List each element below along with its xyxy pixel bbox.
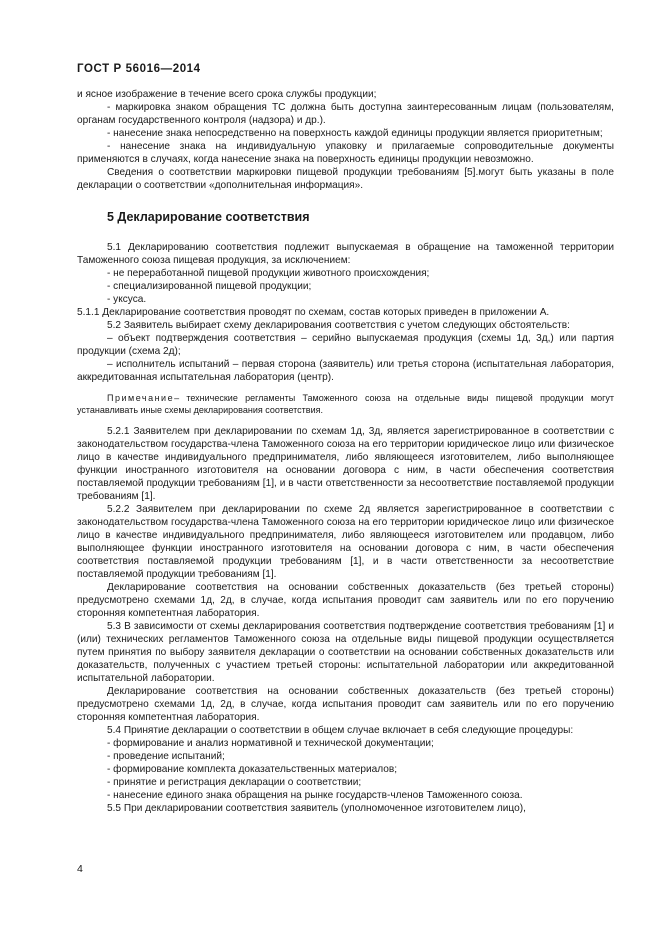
paragraph: 5.2 Заявитель выбирает схему декларирования соответствия с учетом следующих обстоятельств: [107, 320, 570, 331]
list-item: - проведение испытаний; [107, 751, 225, 762]
paragraph: и ясное изображение в течение всего срока службы продукции; [77, 89, 377, 100]
paragraph: 5.3 В зависимости от схемы декларирования соответствия подтверждение соответствия требованиям [1] и (или) технических регламентов Таможенного союза на отдельные виды пищевой продукции осуществляется путем принятия по выбору заявителя декларации о соответствии на основании собственных доказательств или доказательств, полученных с участием третьей стороны: испытательной лаборатории или аккредитованной испытательной лаборатории. [77, 621, 614, 684]
paragraph: 5.2.2 Заявителем при декларировании по схеме 2д является зарегистрированное в соответствии с законодательством государства-члена Таможенного союза на его территории юридическое лицо или физическое лицо в качестве индивидуального предпринимателя, либо являющееся изготовителем или продавцом, либо выполняющее функции иностранного изготовителя на основании договора с ним, в части обеспечения соответствия поставляемой продукции требованиям [1], и в части ответственности за несоответствие поставляемой продукции требованиям [1]. [77, 504, 614, 580]
list-item: - принятие и регистрация декларации о соответствии; [107, 777, 362, 788]
list-item: - нанесение единого знака обращения на рынке государств-членов Таможенного союза. [107, 790, 523, 801]
list-item: - уксуса. [107, 294, 147, 305]
list-item: - нанесение знака непосредственно на поверхность каждой единицы продукции является приоритетным; [107, 128, 603, 139]
standard-header: ГОСТ Р 56016—2014 [77, 63, 201, 75]
page-content [77, 88, 614, 815]
list-item: - специализированной пищевой продукции; [107, 281, 312, 292]
section-heading: 5 Декларирование соответствия [107, 210, 310, 224]
paragraph: Декларирование соответствия на основании собственных доказательств (без третьей стороны) предусмотрено схемами 1д, 2д, в случае, когда испытания проводит сам заявитель или по его поручению сторонняя компетентная лаборатория. [77, 686, 614, 723]
paragraph: 5.4 Принятие декларации о соответствии в общем случае включает в себя следующие процедуры: [107, 725, 574, 736]
paragraph: 5.2.1 Заявителем при декларировании по схемам 1д, 3д, является зарегистрированное в соответствии с законодательством государства-члена Таможенного союза на его территории юридическое лицо или физическое лицо в качестве индивидуального предпринимателя, либо являющееся изготовителем, либо выполняющее функции иностранного изготовителя на основании договора с ним, в части обеспечения соответствия поставляемой продукции требованиям [1], и в части ответственности за несоответствие поставляемой продукции требованиям [1]. [77, 426, 614, 502]
list-item: – исполнитель испытаний – первая сторона (заявитель) или третья сторона (испытательная лаборатория, аккредитованная испытательная лаборатория (центр). [77, 359, 614, 383]
paragraph: 5.1.1 Декларирование соответствия проводят по схемам, состав которых приведен в приложении А. [77, 307, 550, 318]
note-text: – технические регламенты Таможенного союза на отдельные виды пищевой продукции могут устанавливать иные схемы декларирования соответствия. [77, 393, 614, 415]
note [77, 392, 614, 416]
paragraph: 5.1 Декларированию соответствия подлежит выпускаемая в обращение на таможенной территории Таможенного союза пищевая продукция, за исключением: [77, 242, 614, 266]
paragraph: Сведения о соответствии маркировки пищевой продукции требованиям [5].могут быть указаны в поле декларации о соответствии «дополнительная информация». [77, 167, 614, 191]
list-item: – объект подтверждения соответствия – серийно выпускаемая продукция (схемы 1д, 3д,) или партия продукции (схема 2д); [77, 333, 614, 357]
list-item: - маркировка знаком обращения ТС должна быть доступна заинтересованным лицам (пользователям, органам государственного контроля (надзора) и др.). [77, 102, 614, 126]
list-item: - нанесение знака на индивидуальную упаковку и прилагаемые сопроводительные документы применяются в случаях, когда нанесение знака на поверхность единицы продукции невозможно. [77, 141, 614, 165]
page-number: 4 [77, 863, 83, 875]
note-label: Примечание [107, 393, 175, 403]
list-item: - не переработанной пищевой продукции животного происхождения; [107, 268, 430, 279]
paragraph: Декларирование соответствия на основании собственных доказательств (без третьей стороны) предусмотрено схемами 1д, 2д, в случае, когда испытания проводит сам заявитель или по его поручению сторонняя компетентная лаборатория. [77, 582, 614, 619]
paragraph: 5.5 При декларировании соответствия заявитель (уполномоченное изготовителем лицо), [107, 803, 526, 814]
list-item: - формирование и анализ нормативной и технической документации; [107, 738, 434, 749]
list-item: - формирование комплекта доказательственных материалов; [107, 764, 397, 775]
